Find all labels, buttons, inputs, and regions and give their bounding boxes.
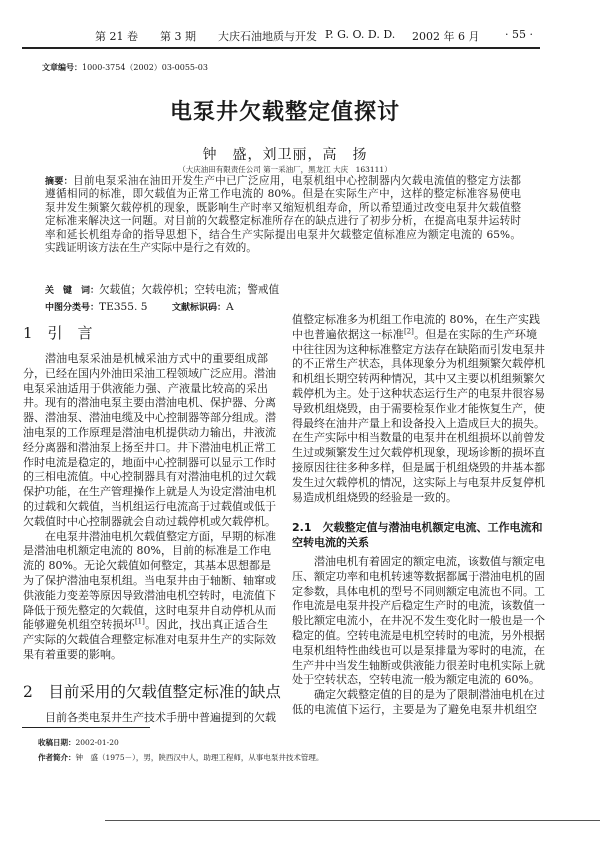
abstract-line: 率和延长机组寿命的指导思想下，结合生产实际提出电泵井欠载整定值标准应为额定电流的 65%。 (45, 228, 521, 241)
text-line: 的三相电流值。中心控制器具有对潜油电机的过欠载 (23, 470, 276, 484)
text-line: 在生产实际中相当数量的电泵井在机组损坏以前曾发 (292, 431, 545, 445)
text-line: 低的电流值下运行，主要是为了避免电泵井机组空 (292, 702, 537, 716)
classification (45, 300, 148, 313)
abstract-line: 泵井发生频繁欠载停机的现象，既影响生产时率又缩短机组寿命，所以希望通过改变电泵井欠载值整 (45, 201, 521, 214)
authors: 钟 盛，刘卫丽，高 扬 (202, 147, 368, 163)
abstract-line: 遵循相同的标准，即欠载值为正常工作电流的 80%。但是在实际生产中，这样的整定标准容易使电 (45, 188, 521, 201)
text-line: 井。现有的潜油电泵主要由潜油电机、保护器、分离 (23, 396, 276, 410)
text-line: 能够避免机组空转损坏[1]。因此，找出真正适合生 (23, 617, 269, 632)
text-line: 在电泵井潜油电机欠载值整定方面，早期的标准 (45, 529, 276, 543)
right-paragraph-1 (292, 313, 545, 505)
left-paragraph-2 (23, 529, 276, 663)
text-line: 的不正常生产状态，具体现象分为机组频繁欠载停机 (292, 357, 545, 371)
text-line: 供液能力变差等原因导致潜油电机空转时，电流值下 (23, 588, 276, 602)
left-paragraph-1 (23, 352, 276, 530)
heading-line: 2.1 欠载整定值与潜油电机额定电流、工作电流和 (292, 521, 543, 534)
text-line: 器、潜油泵、潜油电缆及中心控制器等部分组成。潜 (23, 411, 276, 425)
volume: 第 21 卷 (95, 30, 138, 43)
issue-date: 2002 年 6 月 (412, 30, 480, 43)
text-line: 电泵机组特性曲线也可以是泵排量为零时的电流，在 (292, 643, 545, 657)
text-line: 分，已经在国内外油田采油工程领域广泛应用。潜油 (23, 366, 276, 380)
text-line: 流的 80%。无论欠载值如何整定，其基本思想都是 (23, 559, 271, 573)
right-paragraph-3 (292, 688, 545, 718)
text-line: 作时电流是稳定的，地面中心控制器可以显示工作时 (23, 455, 276, 469)
text-line: 中也普遍依据这一标准[2]。但是在实际的生产环境 (292, 327, 538, 341)
text-line: 生产井中当发生轴断或供液能力很差时电机实际上就 (292, 658, 545, 672)
author-bio-value: 钟 盛（1975－），男，陕西汉中人，助理工程师，从事电泵井技术管理。 (75, 753, 324, 762)
text-line: 值整定标准多为机组工作电流的 80%，在生产实践 (292, 313, 540, 326)
received-date-label: 收稿日期： (38, 738, 76, 747)
text-line: 是潜油电机额定电流的 80%，目前的标准是工作电 (23, 544, 271, 558)
text-line: 的过载和欠载值，当机组运行电流高于过载值或低于 (23, 499, 276, 513)
classification-label: 中图分类号： (45, 303, 100, 313)
received-date-value: 2002-01-20 (75, 738, 119, 747)
text-line: 作电流是电泵井投产后稳定生产时的电流，该数值一 (292, 599, 545, 613)
document-code (172, 300, 234, 313)
journal-name: 大庆石油地质与开发 (218, 30, 317, 43)
text-line: 得最终在油井产量上和设备投入上造成巨大的损失。 (292, 416, 545, 430)
abstract (45, 175, 521, 255)
text-line: 果有着重要的影响。 (23, 647, 122, 661)
text-line: 为了保护潜油电泵机组。当电泵井由于轴断、轴窜或 (23, 573, 276, 587)
text-line: 潜油电泵采油是机械采油方式中的重要组成部 (45, 352, 268, 365)
article-number-value: 1000-3754（2002）03-0055-03 (82, 63, 208, 72)
article-number-label: 文章编号： (42, 63, 82, 72)
keywords-label: 关 键 词： (45, 286, 100, 296)
text-line: 压、额定功率和电机转速等数据都属于潜油电机的固 (292, 569, 545, 583)
text-line: 保护功能，在生产管理操作上就是人为设定潜油电机 (23, 485, 276, 499)
text-line: 和机组长期空转两种情况，其中又主要以机组频繁欠 (292, 372, 545, 386)
author-bio (38, 752, 323, 763)
text-line: 降低于预先整定的欠载值，这时电泵井自动停机从而 (23, 603, 276, 617)
abstract-line: 定标准来解决这一问题。对目前的欠载整定标准所存在的缺点进行了初步分析，在提高电泵井运转时 (45, 215, 521, 228)
abstract-line (45, 175, 521, 188)
header-rule (22, 47, 540, 49)
issue: 第 3 期 (160, 30, 196, 43)
journal-abbr: P. G. O. D. D. (325, 28, 396, 41)
text-line: 欠载值时中心控制器就会自动过载停机或欠载停机。 (23, 514, 276, 528)
author-bio-label: 作者简介： (38, 753, 76, 762)
document-code-label: 文献标识码： (172, 303, 227, 313)
right-paragraph-2 (292, 555, 545, 688)
text-line: 潜油电机有着固定的额定电流，该数值与额定电 (314, 555, 545, 568)
affiliation: （大庆油田有限责任公司 第一采油厂，黑龙江 大庆 163111） (178, 165, 392, 174)
text-line: 载停机为主。处于这种状态运行生产的电泵井很容易 (292, 386, 545, 400)
text-line: 油电泵的工作原理是潜油电机提供动力输出，井液流 (23, 425, 276, 439)
keywords (45, 282, 279, 297)
text-line: 处于空转状态，空转电流一般为额定电流的 60%。 (292, 673, 540, 687)
article-number (42, 62, 208, 73)
text-line: 目前各类电泵井生产技术手册中普遍提到的欠载 (45, 711, 276, 724)
received-date (38, 737, 119, 748)
section-2-heading: 2 目前采用的欠载值整定标准的缺点 (23, 683, 281, 701)
text-line: 发生过欠载停机的情况，这实际上与电泵井反复停机 (292, 475, 545, 489)
heading-line: 空转电流的关系 (292, 535, 369, 549)
page-number: · 55 · (505, 28, 533, 41)
abstract-label: 摘要： (45, 177, 74, 187)
section-2-1-heading (292, 521, 543, 551)
text-line: 经分离器和潜油泵上扬至井口。井下潜油电机正常工 (23, 440, 276, 454)
text-line: 生过或频繁发生过欠载停机现象，现场诊断的损坏直 (292, 446, 545, 460)
document-code-value: A (226, 301, 234, 313)
text-line: 般比额定电流小，在井况不发生变化时一般也是一个 (292, 614, 545, 628)
classification-value: TE355. 5 (99, 301, 148, 313)
text-line: 接原因往往多种多样，但是属于机组烧毁的井基本都 (292, 460, 545, 474)
paper-title: 电泵井欠载整定值探讨 (169, 100, 400, 125)
text-line: 导致机组烧毁，由于需要检泵作业才能恢复生产，使 (292, 401, 545, 415)
abstract-text: 目前电泵采油在油田开发生产中已广泛应用，电泵机组中心控制器内欠载电流值的整定方法都 (73, 175, 521, 187)
text-line: 产实际的欠载值合理整定标准对电泵井生产的实际效 (23, 633, 276, 647)
text-line: 电泵采油适用于供液能力强、产液量比较高的采出 (23, 381, 268, 395)
text-line: 稳定的值。空转电流是电机空转时的电流，另外根据 (292, 628, 545, 642)
text-line: 定参数，具体电机的型号不同则额定电流也不同。工 (292, 584, 545, 598)
text-line: 中往往因为这种标准整定方法存在缺陷而引发电泵井 (292, 342, 545, 356)
scan-edge-line (105, 820, 600, 821)
footnote-rule (22, 727, 150, 728)
text-line: 易造成机组烧毁的经验是一致的。 (292, 490, 457, 504)
keywords-value: 欠载值；欠载停机；空转电流；警戒值 (99, 284, 280, 296)
text-line: 确定欠载整定值的目的是为了限制潜油电机在过 (314, 688, 545, 701)
section-1-heading: 1 引 言 (23, 324, 93, 342)
left-paragraph-3 (23, 711, 276, 726)
abstract-line: 实践证明该方法在生产实际中是行之有效的。 (45, 241, 257, 254)
